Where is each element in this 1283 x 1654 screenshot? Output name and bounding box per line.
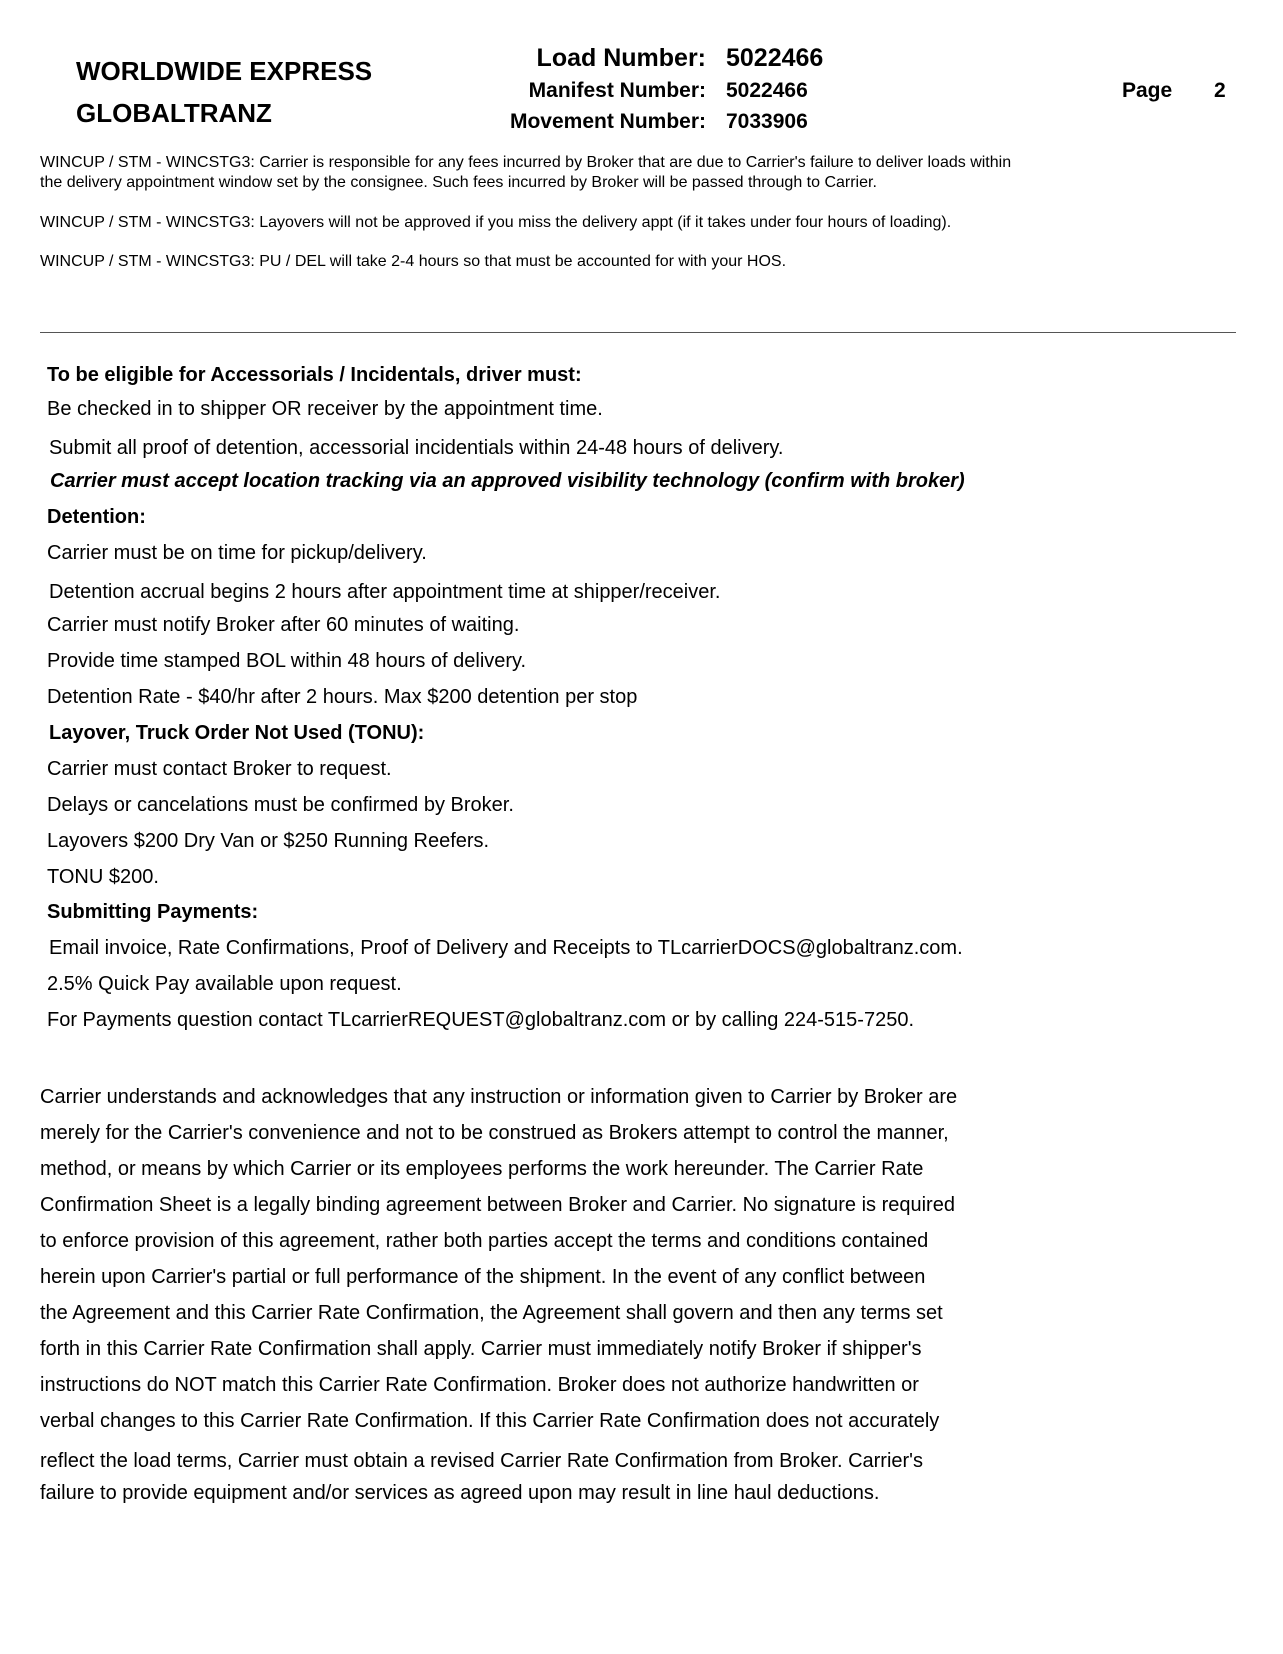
company-name-line2: GLOBALTRANZ [76, 98, 272, 128]
note-pu-del: WINCUP / STM - WINCSTG3: PU / DEL will take 2-4 hours so that must be accounted for with your HOS. [40, 253, 787, 270]
accessorials-item: Be checked in to shipper OR receiver by the appointment time. [47, 398, 603, 420]
layover-item: Carrier must contact Broker to request. [47, 758, 392, 780]
layover-item: Layovers $200 Dry Van or $250 Running Reefers. [47, 830, 490, 852]
legal-line: to enforce provision of this agreement, rather both parties accept the terms and conditions contained [40, 1230, 929, 1252]
accessorials-heading: To be eligible for Accessorials / Incidentals, driver must: [47, 364, 582, 386]
legal-line: failure to provide equipment and/or services as agreed upon may result in line haul deductions. [40, 1482, 880, 1504]
note-fees-line1: WINCUP / STM - WINCSTG3: Carrier is responsible for any fees incurred by Broker that are due to Carrier's failure to deliver loads within [40, 154, 1012, 171]
legal-line: herein upon Carrier's partial or full performance of the shipment. In the event of any conflict between [40, 1266, 926, 1288]
legal-line: verbal changes to this Carrier Rate Confirmation. If this Carrier Rate Confirmation does not accurately [40, 1410, 940, 1432]
movement-number-label: Movement Number: [509, 110, 706, 133]
legal-line: Confirmation Sheet is a legally binding agreement between Broker and Carrier. No signature is required [40, 1194, 955, 1216]
page-label: Page [1122, 79, 1173, 102]
layover-item: TONU $200. [47, 866, 159, 888]
legal-line: method, or means by which Carrier or its employees performs the work hereunder. The Carrier Rate [40, 1158, 924, 1180]
legal-line: instructions do NOT match this Carrier Rate Confirmation. Broker does not authorize handwritten or [40, 1374, 919, 1396]
legal-line: reflect the load terms, Carrier must obtain a revised Carrier Rate Confirmation from Broker. Carrier's [40, 1450, 923, 1472]
load-number-label: Load Number: [536, 44, 706, 72]
payments-item: Email invoice, Rate Confirmations, Proof of Delivery and Receipts to TLcarrierDOCS@globaltranz.com. [49, 937, 963, 959]
detention-heading: Detention: [47, 506, 146, 528]
payments-heading: Submitting Payments: [47, 901, 259, 923]
load-number-value: 5022466 [726, 44, 824, 72]
divider [40, 332, 1236, 333]
note-fees-line2: the delivery appointment window set by the consignee. Such fees incurred by Broker will be passed through to Carrier. [40, 174, 877, 191]
manifest-number-value: 5022466 [726, 79, 808, 102]
detention-item: Carrier must be on time for pickup/delivery. [47, 542, 427, 564]
legal-line: Carrier understands and acknowledges that any instruction or information given to Carrier by Broker are [40, 1086, 958, 1108]
legal-line: the Agreement and this Carrier Rate Confirmation, the Agreement shall govern and then any terms set [40, 1302, 943, 1324]
payments-item: For Payments question contact TLcarrierREQUEST@globaltranz.com or by calling 224-515-7250. [47, 1009, 915, 1031]
company-name-line1: WORLDWIDE EXPRESS [76, 56, 373, 86]
detention-item: Provide time stamped BOL within 48 hours of delivery. [47, 650, 527, 672]
tracking-note: Carrier must accept location tracking via an approved visibility technology (confirm with broker) [50, 470, 965, 492]
note-layovers: WINCUP / STM - WINCSTG3: Layovers will not be approved if you miss the delivery appt (if it takes under four hours of loading). [40, 214, 952, 231]
detention-item: Detention Rate - $40/hr after 2 hours. Max $200 detention per stop [47, 686, 638, 708]
manifest-number-label: Manifest Number: [528, 79, 706, 102]
layover-item: Delays or cancelations must be confirmed by Broker. [47, 794, 514, 816]
movement-number-value: 7033906 [726, 110, 808, 133]
accessorials-item: Submit all proof of detention, accessorial incidentials within 24-48 hours of delivery. [49, 437, 784, 459]
detention-item: Detention accrual begins 2 hours after appointment time at shipper/receiver. [49, 581, 721, 603]
legal-line: merely for the Carrier's convenience and not to be construed as Brokers attempt to control the manner, [40, 1122, 949, 1144]
layover-heading: Layover, Truck Order Not Used (TONU): [49, 722, 425, 744]
detention-item: Carrier must notify Broker after 60 minutes of waiting. [47, 614, 520, 636]
legal-line: forth in this Carrier Rate Confirmation shall apply. Carrier must immediately notify Broker if shipper's [40, 1338, 922, 1360]
payments-item: 2.5% Quick Pay available upon request. [47, 973, 402, 995]
page-number: 2 [1214, 79, 1226, 102]
